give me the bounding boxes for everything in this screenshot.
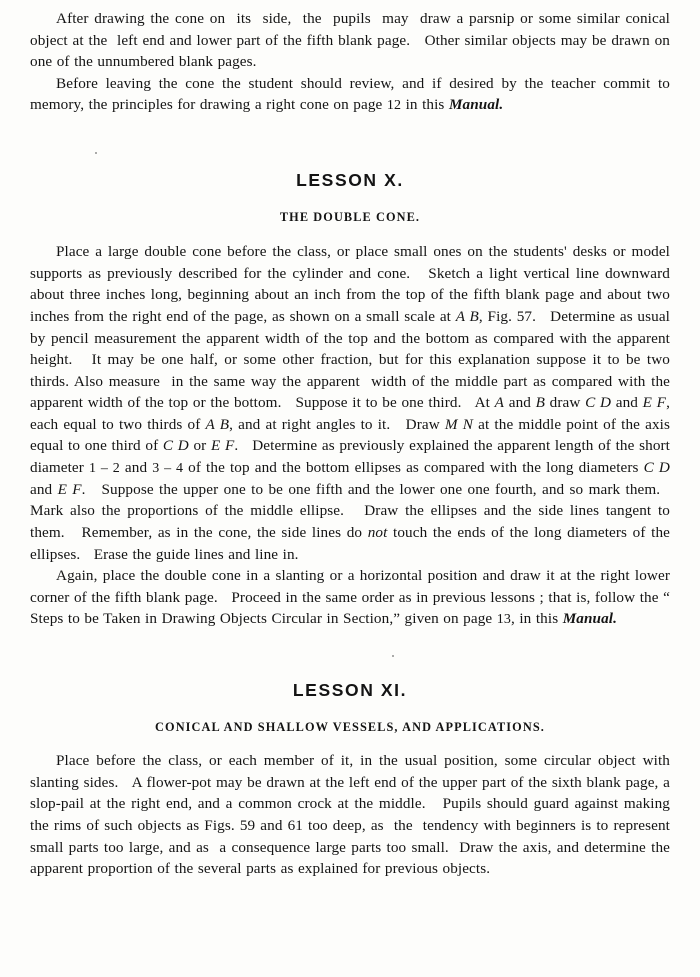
paragraph-lesson-x-2: Again, place the double cone in a slanting or a horizontal position and draw it at the right lower corner of the fifth blank page. Proceed in the same order as in previous lessons ; that is, follow the “ Steps to be Taken in Drawing Objects Circular in Section,” given on page 13, in this Manual. bbox=[30, 567, 670, 628]
page-speck-2 bbox=[392, 655, 394, 657]
page-speck-1 bbox=[95, 152, 97, 154]
paragraph-intro-2: Before leaving the cone the student should review, and if desired by the teacher commit to memory, the principles for drawing a right cone on page 12 in this Manual. bbox=[30, 74, 670, 114]
paragraph-intro-1: After drawing the cone on its side, the pupils may draw a parsnip or some similar conical object at the left end and lower part of the fifth blank page. Other similar objects may be drawn on one of the unnumbered blank pages. bbox=[30, 10, 670, 71]
lesson-xi-heading: LESSON XI. bbox=[292, 680, 408, 701]
lesson-xi-subheading: CONICAL AND SHALLOW VESSELS, AND APPLICATIONS. bbox=[155, 720, 545, 735]
paragraph-lesson-xi-1: Place before the class, or each member of it, in the usual position, some circular object with slanting sides. A flower-pot may be drawn at the left end of the upper part of the sixth blank page, a slop-pail at the right end, and a common crock at the middle. Pupils should guard against making the rims of such objects as Figs. 59 and 61 too deep, as the tendency with beginners is to represent small parts too large, and as a consequence large parts too small. Draw the axis, and determine the apparent proportion of the several parts as explained for previous objects. bbox=[30, 752, 670, 878]
lesson-x-subheading: THE DOUBLE CONE. bbox=[279, 210, 421, 225]
lesson-x-heading: LESSON X. bbox=[296, 170, 404, 191]
paragraph-lesson-x-1: Place a large double cone before the class, or place small ones on the students' desks or model supports as previously described for the cylinder and cone. Sketch a light vertical line downward about three inches long, beginning about an inch from the top of the fifth blank page and about two inches from the right end of the page, as shown on a small scale at A B, Fig. 57. Determine as usual by pencil measurement the apparent width of the top and the bottom as compared with the apparent height. It may be one half, or some other fraction, but for this explanation suppose it to be two thirds. Also measure in the same way the apparent width of the middle part as compared with the apparent width of the top or the bottom. Suppose it to be one third. At A and B draw C D and E F, each equal to two thirds of A B, and at right angles to it. Draw M N at the middle point of the axis equal to one third of C D or E F. Determine as previously explained the apparent length of the short diameter 1 – 2 and 3 – 4 of the top and the bottom ellipses as compared with the long diameters C D and E F. Suppose the upper one to be one fifth and the lower one one fourth, and so mark them. Mark also the proportions of the middle ellipse. Draw the ellipses and the side lines tangent to them. Remember, as in the cone, the side lines do not touch the ends of the long diameters of the ellipses. Erase the guide lines and line in. bbox=[30, 243, 670, 563]
